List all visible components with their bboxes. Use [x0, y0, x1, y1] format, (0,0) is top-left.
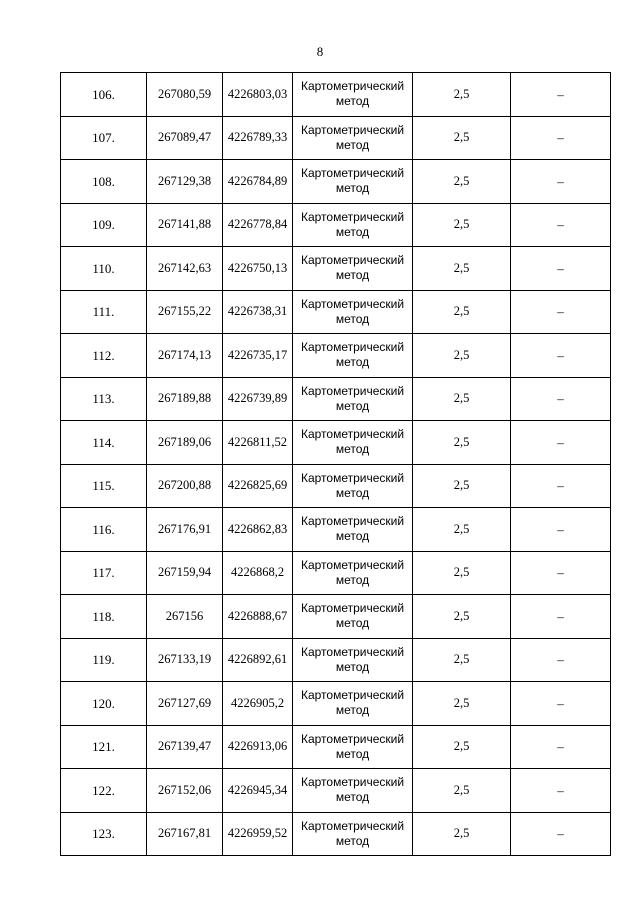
x-coordinate-cell: 267089,47 — [147, 116, 223, 160]
x-coordinate-cell: 267141,88 — [147, 203, 223, 247]
point-number-cell: 118. — [61, 595, 147, 639]
y-coordinate-cell: 4226825,69 — [223, 464, 293, 508]
table-row — [61, 769, 611, 813]
method-cell: Картометрический метод — [293, 160, 413, 204]
table-row — [61, 508, 611, 552]
accuracy-cell: 2,5 — [413, 812, 511, 856]
description-cell: – — [511, 116, 611, 160]
accuracy-cell: 2,5 — [413, 247, 511, 291]
method-cell: Картометрический метод — [293, 551, 413, 595]
x-coordinate-cell: 267129,38 — [147, 160, 223, 204]
point-number-cell: 120. — [61, 682, 147, 726]
accuracy-cell: 2,5 — [413, 638, 511, 682]
method-cell: Картометрический метод — [293, 769, 413, 813]
x-coordinate-cell: 267159,94 — [147, 551, 223, 595]
method-cell: Картометрический метод — [293, 595, 413, 639]
table-row — [61, 464, 611, 508]
x-coordinate-cell: 267200,88 — [147, 464, 223, 508]
y-coordinate-cell: 4226862,83 — [223, 508, 293, 552]
x-coordinate-cell: 267189,88 — [147, 377, 223, 421]
method-cell: Картометрический метод — [293, 116, 413, 160]
y-coordinate-cell: 4226739,89 — [223, 377, 293, 421]
y-coordinate-cell: 4226959,52 — [223, 812, 293, 856]
accuracy-cell: 2,5 — [413, 725, 511, 769]
table-row — [61, 73, 611, 117]
x-coordinate-cell: 267080,59 — [147, 73, 223, 117]
method-cell: Картометрический метод — [293, 247, 413, 291]
method-cell: Картометрический метод — [293, 682, 413, 726]
table-row — [61, 116, 611, 160]
y-coordinate-cell: 4226868,2 — [223, 551, 293, 595]
y-coordinate-cell: 4226803,03 — [223, 73, 293, 117]
x-coordinate-cell: 267189,06 — [147, 421, 223, 465]
description-cell: – — [511, 377, 611, 421]
table-row — [61, 551, 611, 595]
point-number-cell: 114. — [61, 421, 147, 465]
accuracy-cell: 2,5 — [413, 116, 511, 160]
y-coordinate-cell: 4226735,17 — [223, 334, 293, 378]
point-number-cell: 107. — [61, 116, 147, 160]
method-cell: Картометрический метод — [293, 290, 413, 334]
x-coordinate-cell: 267167,81 — [147, 812, 223, 856]
description-cell: – — [511, 290, 611, 334]
point-number-cell: 116. — [61, 508, 147, 552]
x-coordinate-cell: 267155,22 — [147, 290, 223, 334]
y-coordinate-cell: 4226778,84 — [223, 203, 293, 247]
description-cell: – — [511, 638, 611, 682]
description-cell: – — [511, 725, 611, 769]
table-row — [61, 334, 611, 378]
method-cell: Картометрический метод — [293, 421, 413, 465]
accuracy-cell: 2,5 — [413, 682, 511, 726]
description-cell: – — [511, 160, 611, 204]
description-cell: – — [511, 769, 611, 813]
method-cell: Картометрический метод — [293, 638, 413, 682]
accuracy-cell: 2,5 — [413, 160, 511, 204]
y-coordinate-cell: 4226913,06 — [223, 725, 293, 769]
y-coordinate-cell: 4226945,34 — [223, 769, 293, 813]
description-cell: – — [511, 464, 611, 508]
point-number-cell: 109. — [61, 203, 147, 247]
accuracy-cell: 2,5 — [413, 290, 511, 334]
description-cell: – — [511, 334, 611, 378]
description-cell: – — [511, 812, 611, 856]
y-coordinate-cell: 4226811,52 — [223, 421, 293, 465]
table-row — [61, 160, 611, 204]
point-number-cell: 108. — [61, 160, 147, 204]
page-number: 8 — [316, 44, 324, 59]
coordinates-table — [60, 72, 611, 856]
point-number-cell: 117. — [61, 551, 147, 595]
point-number-cell: 112. — [61, 334, 147, 378]
method-cell: Картометрический метод — [293, 334, 413, 378]
description-cell: – — [511, 203, 611, 247]
y-coordinate-cell: 4226892,61 — [223, 638, 293, 682]
accuracy-cell: 2,5 — [413, 595, 511, 639]
coordinates-table-body — [61, 73, 611, 856]
y-coordinate-cell: 4226789,33 — [223, 116, 293, 160]
description-cell: – — [511, 508, 611, 552]
point-number-cell: 121. — [61, 725, 147, 769]
x-coordinate-cell: 267139,47 — [147, 725, 223, 769]
accuracy-cell: 2,5 — [413, 334, 511, 378]
accuracy-cell: 2,5 — [413, 421, 511, 465]
accuracy-cell: 2,5 — [413, 464, 511, 508]
method-cell: Картометрический метод — [293, 377, 413, 421]
table-row — [61, 682, 611, 726]
description-cell: – — [511, 247, 611, 291]
description-cell: – — [511, 682, 611, 726]
table-row — [61, 247, 611, 291]
description-cell: – — [511, 595, 611, 639]
point-number-cell: 123. — [61, 812, 147, 856]
y-coordinate-cell: 4226888,67 — [223, 595, 293, 639]
x-coordinate-cell: 267174,13 — [147, 334, 223, 378]
point-number-cell: 106. — [61, 73, 147, 117]
y-coordinate-cell: 4226750,13 — [223, 247, 293, 291]
method-cell: Картометрический метод — [293, 464, 413, 508]
accuracy-cell: 2,5 — [413, 203, 511, 247]
accuracy-cell: 2,5 — [413, 377, 511, 421]
accuracy-cell: 2,5 — [413, 551, 511, 595]
x-coordinate-cell: 267156 — [147, 595, 223, 639]
point-number-cell: 119. — [61, 638, 147, 682]
y-coordinate-cell: 4226905,2 — [223, 682, 293, 726]
table-row — [61, 595, 611, 639]
table-row — [61, 421, 611, 465]
x-coordinate-cell: 267133,19 — [147, 638, 223, 682]
table-row — [61, 203, 611, 247]
table-row — [61, 377, 611, 421]
x-coordinate-cell: 267152,06 — [147, 769, 223, 813]
description-cell: – — [511, 73, 611, 117]
accuracy-cell: 2,5 — [413, 73, 511, 117]
x-coordinate-cell: 267127,69 — [147, 682, 223, 726]
table-row — [61, 725, 611, 769]
point-number-cell: 111. — [61, 290, 147, 334]
method-cell: Картометрический метод — [293, 203, 413, 247]
accuracy-cell: 2,5 — [413, 508, 511, 552]
table-row — [61, 290, 611, 334]
description-cell: – — [511, 421, 611, 465]
point-number-cell: 122. — [61, 769, 147, 813]
y-coordinate-cell: 4226784,89 — [223, 160, 293, 204]
point-number-cell: 113. — [61, 377, 147, 421]
method-cell: Картометрический метод — [293, 73, 413, 117]
point-number-cell: 110. — [61, 247, 147, 291]
method-cell: Картометрический метод — [293, 508, 413, 552]
point-number-cell: 115. — [61, 464, 147, 508]
table-row — [61, 638, 611, 682]
x-coordinate-cell: 267176,91 — [147, 508, 223, 552]
table-row — [61, 812, 611, 856]
accuracy-cell: 2,5 — [413, 769, 511, 813]
method-cell: Картометрический метод — [293, 725, 413, 769]
method-cell: Картометрический метод — [293, 812, 413, 856]
description-cell: – — [511, 551, 611, 595]
y-coordinate-cell: 4226738,31 — [223, 290, 293, 334]
x-coordinate-cell: 267142,63 — [147, 247, 223, 291]
